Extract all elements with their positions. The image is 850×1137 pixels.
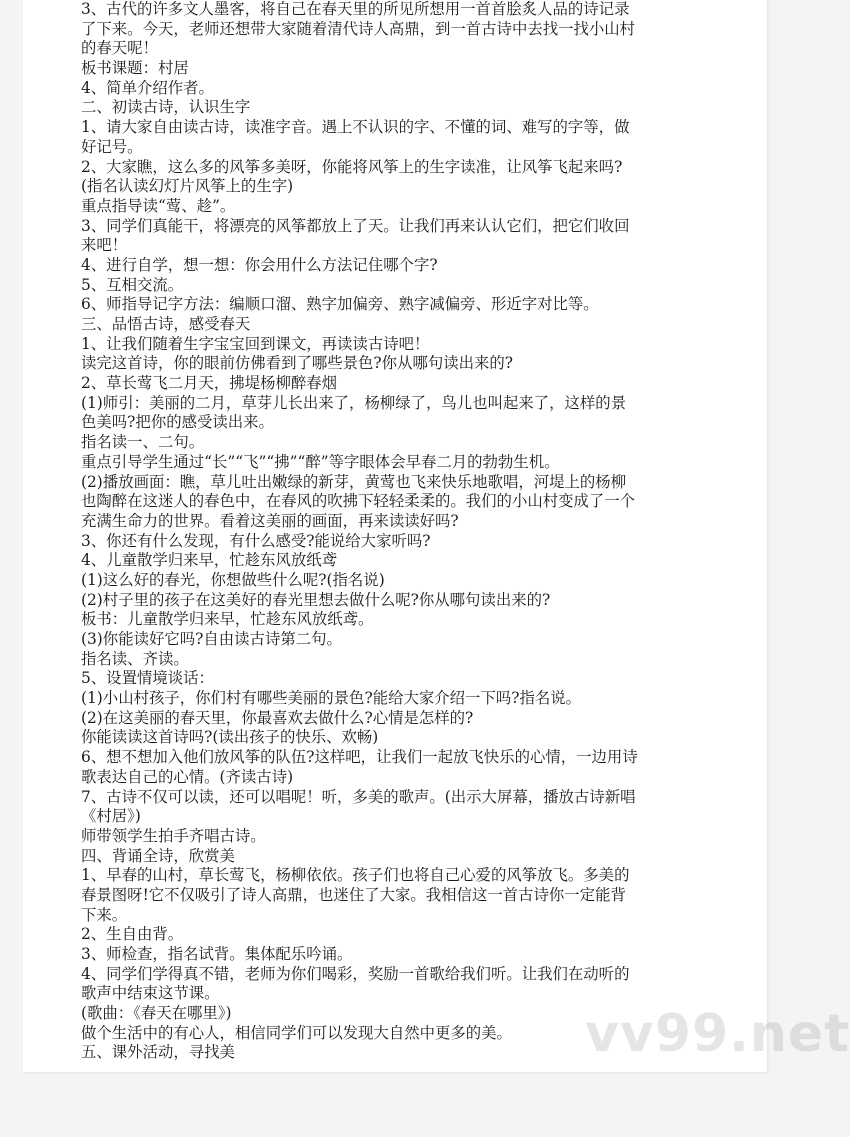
text-line: 4、同学们学得真不错，老师为你们喝彩，奖励一首歌给我们听。让我们在动听的 bbox=[81, 964, 630, 983]
text-line: 你能读读这首诗吗?(读出孩子的快乐、欢畅) bbox=[81, 728, 379, 747]
text-line: (1)这么好的春光，你想做些什么呢?(指名说) bbox=[81, 570, 385, 589]
text-line: (2)播放画面：瞧，草儿吐出嫩绿的新芽，黄莺也飞来快乐地歌唱，河堤上的杨柳 bbox=[81, 472, 627, 491]
text-line: 指名读、齐读。 bbox=[81, 649, 189, 668]
text-line: (2)在这美丽的春天里，你最喜欢去做什么?心情是怎样的? bbox=[81, 708, 474, 727]
text-line: 重点引导学生通过“长”“飞”“拂”“醉”等字眼体会早春二月的勃勃生机。 bbox=[81, 452, 560, 471]
text-line: 五、课外活动，寻找美 bbox=[81, 1043, 235, 1062]
text-line: 2、大家瞧，这么多的风筝多美呀，你能将风筝上的生字读准，让风筝飞起来吗? bbox=[81, 157, 623, 176]
text-line: 也陶醉在这迷人的春色中，在春风的吹拂下轻轻柔柔的。我们的小山村变成了一个 bbox=[81, 492, 636, 511]
text-line: 5、设置情境谈话： bbox=[81, 669, 214, 688]
text-line: 板书课题：村居 bbox=[81, 59, 189, 78]
text-line: 来吧！ bbox=[81, 236, 128, 255]
text-line: (2)村子里的孩子在这美好的春光里想去做什么呢?你从哪句读出来的? bbox=[81, 590, 551, 609]
text-line: 7、古诗不仅可以读，还可以唱呢！听，多美的歌声。(出示大屏幕，播放古诗新唱 bbox=[81, 787, 636, 806]
text-line: 三、品悟古诗，感受春天 bbox=[81, 315, 251, 333]
text-line: 《村居》) bbox=[81, 807, 141, 826]
text-line: 1、早春的山村，草长莺飞，杨柳依依。孩子们也将自己心爱的风筝放飞。多美的 bbox=[81, 866, 630, 885]
text-line: 1、请大家自由读古诗，读准字音。遇上不认识的字、不懂的词、难写的字等，做 bbox=[81, 118, 630, 137]
text-line: 板书：儿童散学归来早，忙趁东风放纸鸢。 bbox=[81, 610, 374, 629]
text-line: 3、你还有什么发现，有什么感受?能说给大家听吗? bbox=[81, 531, 431, 550]
text-line: 好记号。 bbox=[81, 137, 143, 156]
text-line: 3、师检查，指名试背。集体配乐吟诵。 bbox=[81, 945, 353, 963]
text-line: 4、简单介绍作者。 bbox=[81, 78, 214, 97]
text-line: 4、进行自学，想一想：你会用什么方法记住哪个字? bbox=[81, 255, 438, 274]
text-line: 1、让我们随着生字宝宝回到课文，再读读古诗吧！ bbox=[81, 334, 430, 353]
text-line: 师带领学生拍手齐唱古诗。 bbox=[81, 826, 266, 845]
text-line: (指名认读幻灯片风筝上的生字) bbox=[81, 177, 294, 196]
text-line: 6、师指导记字方法：编顺口溜、熟字加偏旁、熟字减偏旁、形近字对比等。 bbox=[81, 295, 599, 314]
text-line: (1)师引：美丽的二月，草芽儿长出来了，杨柳绿了，鸟儿也叫起来了，这样的景 bbox=[81, 393, 627, 412]
text-line: 歌声中结束这节课。 bbox=[81, 984, 220, 1003]
watermark: vv99.net bbox=[585, 1004, 850, 1064]
text-line: 充满生命力的世界。看着这美丽的画面，再来读读好吗? bbox=[81, 511, 459, 530]
text-line: 二、初读古诗，认识生字 bbox=[81, 98, 251, 117]
text-line: 色美吗?把你的感受读出来。 bbox=[81, 413, 274, 432]
document-page bbox=[23, 0, 767, 1072]
text-line: 做个生活中的有心人，相信同学们可以发现大自然中更多的美。 bbox=[81, 1023, 512, 1042]
text-line: (歌曲：《春天在哪里》) bbox=[81, 1004, 232, 1023]
text-line: 3、古代的许多文人墨客，将自己在春天里的所见所想用一首首脍炙人品的诗记录 bbox=[81, 0, 630, 18]
text-line: 指名读一、二句。 bbox=[81, 433, 205, 452]
text-line: 2、生自由背。 bbox=[81, 925, 184, 944]
text-line: 重点指导读“莺、趁”。 bbox=[81, 196, 236, 215]
text-line: (1)小山村孩子，你们村有哪些美丽的景色?能给大家介绍一下吗?指名说。 bbox=[81, 689, 582, 708]
text-line: 3、同学们真能干，将漂亮的风筝都放上了天。让我们再来认认它们，把它们收回 bbox=[81, 216, 630, 235]
text-line: 下来。 bbox=[81, 905, 128, 924]
text-line: 6、想不想加入他们放风筝的队伍?这样吧，让我们一起放飞快乐的心情，一边用诗 bbox=[81, 748, 638, 767]
text-line: 了下来。今天，老师还想带大家随着清代诗人高鼎，到一首古诗中去找一找小山村 bbox=[81, 19, 636, 38]
text-line: 四、背诵全诗，欣赏美 bbox=[81, 846, 235, 865]
text-line: 读完这首诗，你的眼前仿佛看到了哪些景色?你从哪句读出来的? bbox=[81, 354, 514, 373]
document-body bbox=[81, 0, 751, 1063]
text-line: (3)你能读好它吗?自由读古诗第二句。 bbox=[81, 630, 342, 648]
text-line: 2、草长莺飞二月天，拂堤杨柳醉春烟 bbox=[81, 374, 338, 393]
text-line: 春景图呀!它不仅吸引了诗人高鼎，也迷住了大家。我相信这一首古诗你一定能背 bbox=[81, 885, 626, 904]
text-line: 4、儿童散学归来早，忙趁东风放纸鸢 bbox=[81, 551, 338, 570]
text-line: 歌表达自己的心情。(齐读古诗) bbox=[81, 767, 294, 786]
text-line: 5、互相交流。 bbox=[81, 275, 184, 294]
text-line: 的春天呢！ bbox=[81, 39, 158, 58]
